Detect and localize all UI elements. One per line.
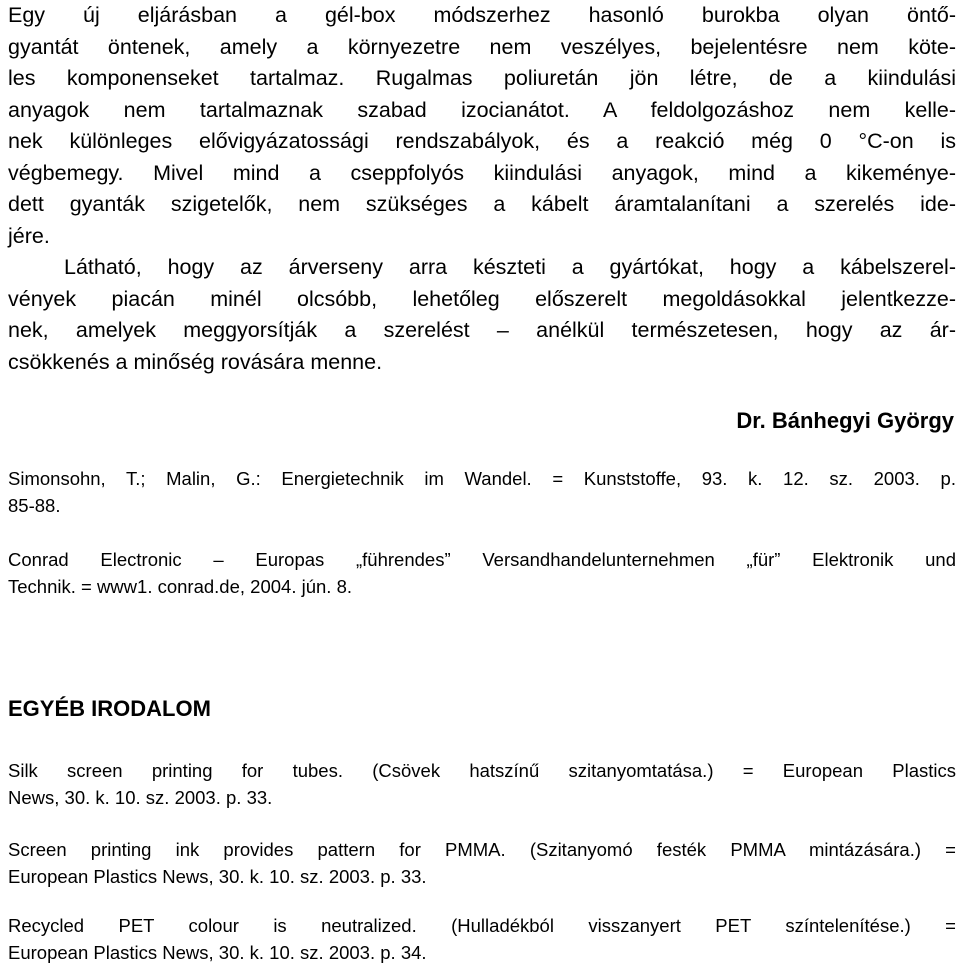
paragraph-line: Egy új eljárásban a gél-box módszerhez hasonló burokba olyan öntő-: [8, 3, 956, 27]
paragraph-line: Látható, hogy az árverseny arra készteti a gyártókat, hogy a kábelszerel-: [64, 255, 956, 279]
article-body: [8, 0, 956, 378]
section-heading: EGYÉB IRODALOM: [8, 696, 211, 721]
reference-item: [8, 546, 956, 600]
literature-item: [8, 836, 956, 890]
paragraph-line: dett gyanták szigetelők, nem szükséges a kábelt áramtalanítani a szerelés ide-: [8, 192, 956, 216]
literature-line: Recycled PET colour is neutralized. (Hulladékból visszanyert PET színtelenítése.) =: [8, 915, 956, 936]
reference-line: Conrad Electronic – Europas „führendes” Versandhandelunternehmen „für” Elektronik und: [8, 549, 956, 570]
author-signature: Dr. Bánhegyi György: [736, 408, 954, 433]
paragraph-line: nek, amelyek meggyorsítják a szerelést – anélkül természetesen, hogy az ár-: [8, 318, 956, 342]
reference-line: Simonsohn, T.; Malin, G.: Energietechnik im Wandel. = Kunststoffe, 93. k. 12. sz. 2003. p.: [8, 468, 956, 489]
reference-line: 85-88.: [8, 495, 61, 516]
literature-line: European Plastics News, 30. k. 10. sz. 2003. p. 33.: [8, 866, 427, 887]
paragraph-1: [8, 0, 956, 252]
paragraph-line: végbemegy. Mivel mind a cseppfolyós kiindulási anyagok, mind a kikeménye-: [8, 160, 956, 185]
paragraph-2: [8, 252, 956, 378]
paragraph-line: les komponenseket tartalmaz. Rugalmas poliuretán jön létre, de a kiindulási: [8, 66, 956, 90]
paragraph-line: gyantát öntenek, amely a környezetre nem veszélyes, bejelentésre nem köte-: [8, 34, 956, 59]
literature-line: European Plastics News, 30. k. 10. sz. 2003. p. 34.: [8, 942, 427, 963]
reference-item: [8, 465, 956, 519]
paragraph-line: anyagok nem tartalmaznak szabad izocianátot. A feldolgozáshoz nem kelle-: [8, 97, 956, 122]
paragraph-line: vények piacán minél olcsóbb, lehetőleg előszerelt megoldásokkal jelentkezze-: [8, 286, 956, 311]
paragraph-line: jére.: [8, 223, 50, 248]
literature-item: [8, 757, 956, 811]
literature-line: News, 30. k. 10. sz. 2003. p. 33.: [8, 787, 273, 808]
literature-item: [8, 912, 956, 966]
paragraph-line: nek különleges elővigyázatossági rendszabályok, és a reakció még 0 °C-on is: [8, 129, 956, 153]
literature-line: Silk screen printing for tubes. (Csövek hatszínű szitanyomtatása.) = European Plastics: [8, 760, 956, 781]
literature-line: Screen printing ink provides pattern for PMMA. (Szitanyomó festék PMMA mintázására.) =: [8, 839, 956, 860]
paragraph-line: csökkenés a minőség rovására menne.: [8, 349, 383, 374]
reference-line: Technik. = www1. conrad.de, 2004. jún. 8.: [8, 576, 352, 597]
